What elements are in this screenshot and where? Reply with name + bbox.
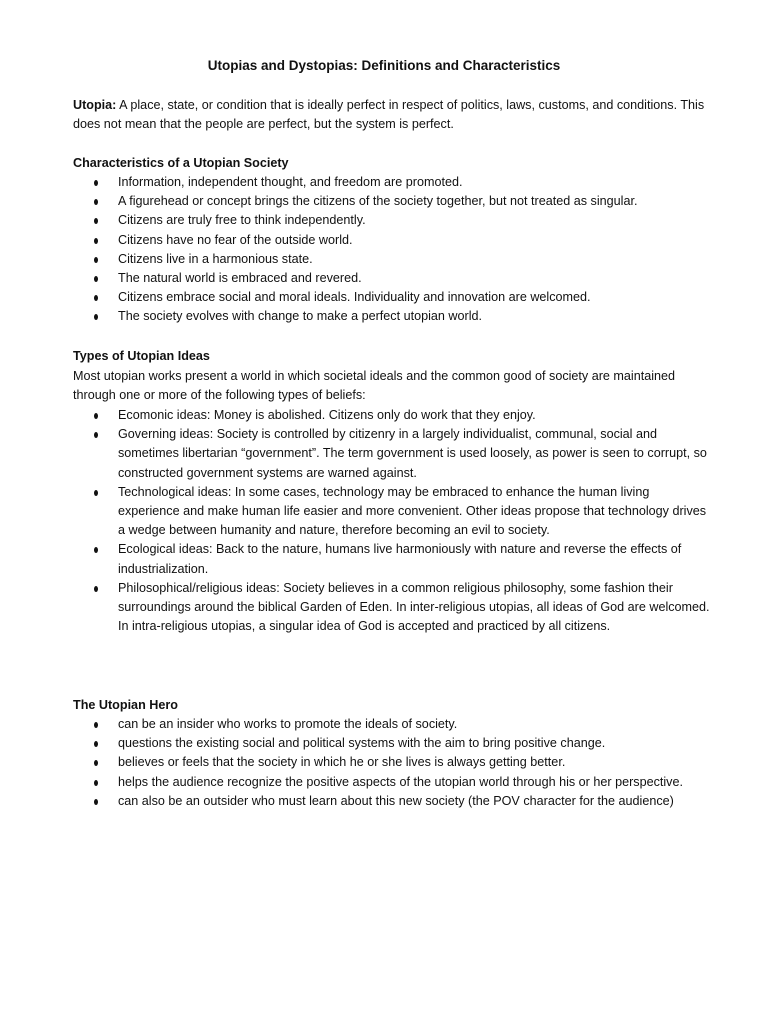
list-item: Ecological ideas: Back to the nature, humans live harmoniously with nature and reverse the effects of industrialization. [73, 540, 713, 578]
list-item: Citizens have no fear of the outside world. [73, 231, 713, 250]
bullet-icon [94, 180, 98, 186]
list-item: Philosophical/religious ideas: Society believes in a common religious philosophy, some fashion their surroundings around the biblical Garden of Eden. In inter-religious utopias, all ideas of God are welcomed. In intra-religious utopias, a singular idea of God is accepted and practiced by all citizens. [73, 579, 713, 637]
bullet-icon [94, 432, 98, 438]
hero-heading: The Utopian Hero [73, 698, 178, 712]
list-item: Technological ideas: In some cases, technology may be embraced to enhance the human living experience and make human life easier and more convenient. Other ideas propose that technology drives a wedge between humanity and nature, therefore becoming an evil to society. [73, 483, 713, 541]
list-item: Information, independent thought, and freedom are promoted. [73, 173, 713, 192]
hero-list [73, 715, 713, 811]
list-item: Ecomonic ideas: Money is abolished. Citizens only do work that they enjoy. [73, 406, 713, 425]
bullet-icon [94, 314, 98, 320]
bullet-icon [94, 799, 98, 805]
list-item: helps the audience recognize the positive aspects of the utopian world through his or her perspective. [73, 773, 713, 792]
list-item: can be an insider who works to promote the ideals of society. [73, 715, 713, 734]
characteristics-heading: Characteristics of a Utopian Society [73, 156, 289, 170]
list-item: Citizens are truly free to think independently. [73, 211, 713, 230]
list-item: Citizens live in a harmonious state. [73, 250, 713, 269]
list-item: Governing ideas: Society is controlled by citizenry in a largely individualist, communal, social and sometimes libertarian “government”. The term government is used loosely, as power is seen to corrupt, so constructed government systems are warned against. [73, 425, 713, 483]
bullet-icon [94, 547, 98, 553]
bullet-icon [94, 413, 98, 419]
bullet-icon [94, 218, 98, 224]
bullet-icon [94, 295, 98, 301]
bullet-icon [94, 199, 98, 205]
bullet-icon [94, 722, 98, 728]
list-item: believes or feels that the society in which he or she lives is always getting better. [73, 753, 713, 772]
list-item: can also be an outsider who must learn about this new society (the POV character for the audience) [73, 792, 713, 811]
utopia-term: Utopia: [73, 98, 117, 112]
bullet-icon [94, 780, 98, 786]
bullet-icon [94, 741, 98, 747]
list-item: A figurehead or concept brings the citizens of the society together, but not treated as singular. [73, 192, 713, 211]
bullet-icon [94, 257, 98, 263]
list-item: The society evolves with change to make a perfect utopian world. [73, 307, 713, 326]
bullet-icon [94, 238, 98, 244]
characteristics-list [73, 173, 713, 327]
bullet-icon [94, 586, 98, 592]
types-list [73, 406, 713, 636]
bullet-icon [94, 276, 98, 282]
list-item: Citizens embrace social and moral ideals. Individuality and innovation are welcomed. [73, 288, 713, 307]
types-intro: Most utopian works present a world in which societal ideals and the common good of society are maintained through one or more of the following types of beliefs: [73, 369, 676, 403]
list-item: The natural world is embraced and revered. [73, 269, 713, 288]
list-item: questions the existing social and political systems with the aim to bring positive change. [73, 734, 713, 753]
utopia-definition [73, 96, 713, 134]
bullet-icon [94, 490, 98, 496]
bullet-icon [94, 760, 98, 766]
types-heading: Types of Utopian Ideas [73, 349, 210, 363]
utopia-definition-text: A place, state, or condition that is ideally perfect in respect of politics, laws, customs, and conditions. This does not mean that the people are perfect, but the system is perfect. [73, 98, 705, 132]
document-title: Utopias and Dystopias: Definitions and Characteristics [207, 58, 561, 73]
